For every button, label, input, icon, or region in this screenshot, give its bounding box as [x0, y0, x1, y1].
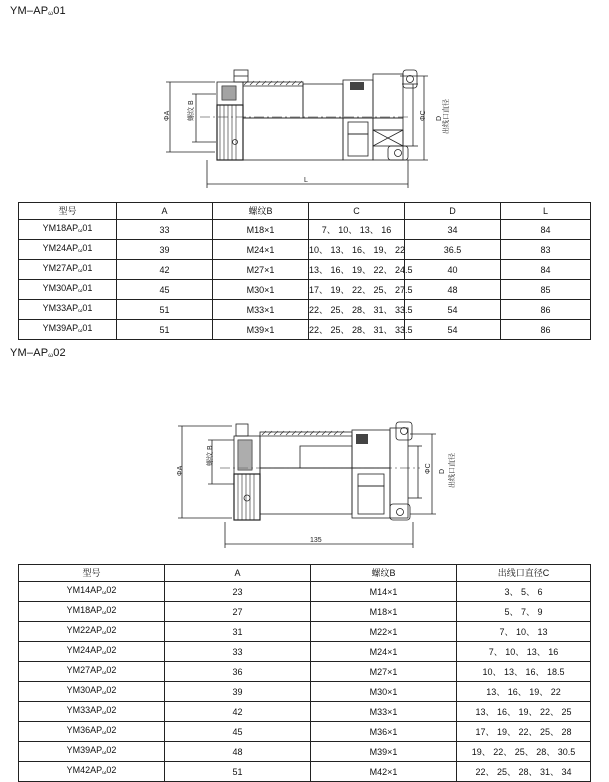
dim-b-label: 螺纹 B	[207, 445, 214, 466]
header-thread: 螺纹B	[213, 203, 309, 220]
cell-c: 13、 16、 19、 22、 25	[457, 702, 591, 722]
spec-table-01	[18, 202, 591, 340]
cell-a: 42	[117, 260, 213, 280]
table-row	[19, 762, 591, 782]
cell-thread: M18×1	[311, 602, 457, 622]
table-row	[19, 582, 591, 602]
dim-l-label: 135	[310, 537, 322, 544]
table-row	[19, 260, 591, 280]
section1-title	[10, 5, 66, 17]
cell-thread: M24×1	[311, 642, 457, 662]
cell-c: 7、 10、 13	[457, 622, 591, 642]
cell-c: 17、 19、 22、 25、 28	[457, 722, 591, 742]
table-header-row	[19, 203, 591, 220]
cell-c: 10、 13、 16、 19、 22	[309, 240, 405, 260]
table-row	[19, 240, 591, 260]
dim-a-label: ΦA	[164, 110, 171, 121]
cell-thread: M39×1	[213, 320, 309, 340]
cell-d: 34	[405, 220, 501, 240]
dim-c-label: ΦC	[420, 110, 427, 121]
cell-thread: M27×1	[311, 662, 457, 682]
spec-table-02	[18, 564, 591, 782]
header-model: 型号	[19, 203, 117, 220]
cell-model: $YM36AP_\omega 02$	[19, 722, 165, 742]
header-c: C	[309, 203, 405, 220]
cell-a: 23	[165, 582, 311, 602]
cell-model: $YM18AP_\omega 01$	[19, 220, 117, 240]
title-suffix: 01	[53, 5, 66, 17]
cell-model: $YM39AP_\omega 01$	[19, 320, 117, 340]
cell-thread: M39×1	[311, 742, 457, 762]
cell-model: $YM24AP_\omega 01$	[19, 240, 117, 260]
cell-thread: M36×1	[311, 722, 457, 742]
cell-thread: M30×1	[311, 682, 457, 702]
cell-d: 36.5	[405, 240, 501, 260]
table-row	[19, 622, 591, 642]
cell-a: 45	[117, 280, 213, 300]
table-row	[19, 220, 591, 240]
cell-thread: M18×1	[213, 220, 309, 240]
cell-l: 84	[501, 260, 591, 280]
cell-model: $YM39AP_\omega 02$	[19, 742, 165, 762]
header-l: L	[501, 203, 591, 220]
cell-model: $YM30AP_\omega 02$	[19, 682, 165, 702]
cell-a: 48	[165, 742, 311, 762]
cell-d: 54	[405, 300, 501, 320]
seal-hatch	[350, 82, 364, 90]
cell-model: $YM30AP_\omega 01$	[19, 280, 117, 300]
cell-c: 3、 5、 6	[457, 582, 591, 602]
cell-model: $YM27AP_\omega 02$	[19, 662, 165, 682]
cell-a: 39	[117, 240, 213, 260]
cell-d: 48	[405, 280, 501, 300]
cell-l: 83	[501, 240, 591, 260]
cell-l: 86	[501, 320, 591, 340]
dim-c-note: 出线口直径	[449, 453, 456, 488]
title-suffix: 02	[53, 347, 66, 359]
cell-c: 17、 19、 22、 25、 27.5	[309, 280, 405, 300]
cell-thread: M42×1	[311, 762, 457, 782]
table-row	[19, 642, 591, 662]
cell-a: 33	[117, 220, 213, 240]
title-sub: ω	[48, 353, 54, 359]
cell-model: $YM14AP_\omega 02$	[19, 582, 165, 602]
cell-a: 33	[165, 642, 311, 662]
table-row	[19, 662, 591, 682]
cell-model: $YM27AP_\omega 01$	[19, 260, 117, 280]
cell-model: $YM33AP_\omega 01$	[19, 300, 117, 320]
table-row	[19, 722, 591, 742]
cell-model: $YM33AP_\omega 02$	[19, 702, 165, 722]
table-row	[19, 742, 591, 762]
cell-a: 39	[165, 682, 311, 702]
title-prefix: YM–AP	[10, 347, 49, 359]
cell-l: 85	[501, 280, 591, 300]
dim-c-label: ΦC	[425, 463, 432, 474]
coupling-nut-outline	[217, 105, 243, 160]
table-row	[19, 602, 591, 622]
cell-c: 22、 25、 28、 31、 34	[457, 762, 591, 782]
header-d: D	[405, 203, 501, 220]
section2-title	[10, 347, 66, 359]
cell-a: 27	[165, 602, 311, 622]
cell-thread: M33×1	[213, 300, 309, 320]
cell-thread: M33×1	[311, 702, 457, 722]
cell-l: 86	[501, 300, 591, 320]
cell-a: 51	[165, 762, 311, 782]
header-a: A	[117, 203, 213, 220]
cell-c: 13、 16、 19、 22	[457, 682, 591, 702]
cell-a: 51	[117, 320, 213, 340]
cell-model: $YM22AP_\omega 02$	[19, 622, 165, 642]
cell-a: 36	[165, 662, 311, 682]
table-row	[19, 300, 591, 320]
cell-c: 7、 10、 13、 16	[457, 642, 591, 662]
cell-a: 51	[117, 300, 213, 320]
table-header-row	[19, 565, 591, 582]
cell-c: 22、 25、 28、 31、 33.5	[309, 300, 405, 320]
seal-hatch	[356, 434, 368, 444]
cell-c: 10、 13、 16、 18.5	[457, 662, 591, 682]
cell-model: $YM24AP_\omega 02$	[19, 642, 165, 662]
cell-a: 31	[165, 622, 311, 642]
cell-c: 7、 10、 13、 16	[309, 220, 405, 240]
title-prefix: YM–AP	[10, 5, 49, 17]
cell-a: 42	[165, 702, 311, 722]
cell-model: $YM18AP_\omega 02$	[19, 602, 165, 622]
header-a: A	[165, 565, 311, 582]
dim-l-label: L	[304, 177, 308, 184]
cell-thread: M22×1	[311, 622, 457, 642]
dim-c-note: 出线口直径	[443, 99, 450, 134]
header-model: 型号	[19, 565, 165, 582]
table-row	[19, 320, 591, 340]
cell-d: 54	[405, 320, 501, 340]
cell-c: 13、 16、 19、 22、 24.5	[309, 260, 405, 280]
cell-thread: M30×1	[213, 280, 309, 300]
cell-thread: M14×1	[311, 582, 457, 602]
cell-c: 22、 25、 28、 31、 33.5	[309, 320, 405, 340]
cell-l: 84	[501, 220, 591, 240]
dim-a-label: ΦA	[177, 465, 184, 476]
cell-a: 45	[165, 722, 311, 742]
cell-thread: M27×1	[213, 260, 309, 280]
connector-drawing-01	[160, 60, 450, 192]
table-row	[19, 702, 591, 722]
title-sub: ω	[48, 11, 54, 17]
header-thread: 螺纹B	[311, 565, 457, 582]
table-row	[19, 280, 591, 300]
dim-d-label: D	[439, 468, 446, 474]
dim-d-label: D	[436, 115, 443, 121]
cell-d: 40	[405, 260, 501, 280]
header-c: 出线口直径C	[457, 565, 591, 582]
cell-c: 5、 7、 9	[457, 602, 591, 622]
cell-c: 19、 22、 25、 28、 30.5	[457, 742, 591, 762]
cell-thread: M24×1	[213, 240, 309, 260]
cell-model: $YM42AP_\omega 02$	[19, 762, 165, 782]
table-row	[19, 682, 591, 702]
dim-b-label: 螺纹 B	[188, 100, 195, 121]
connector-drawing-02	[170, 418, 456, 552]
